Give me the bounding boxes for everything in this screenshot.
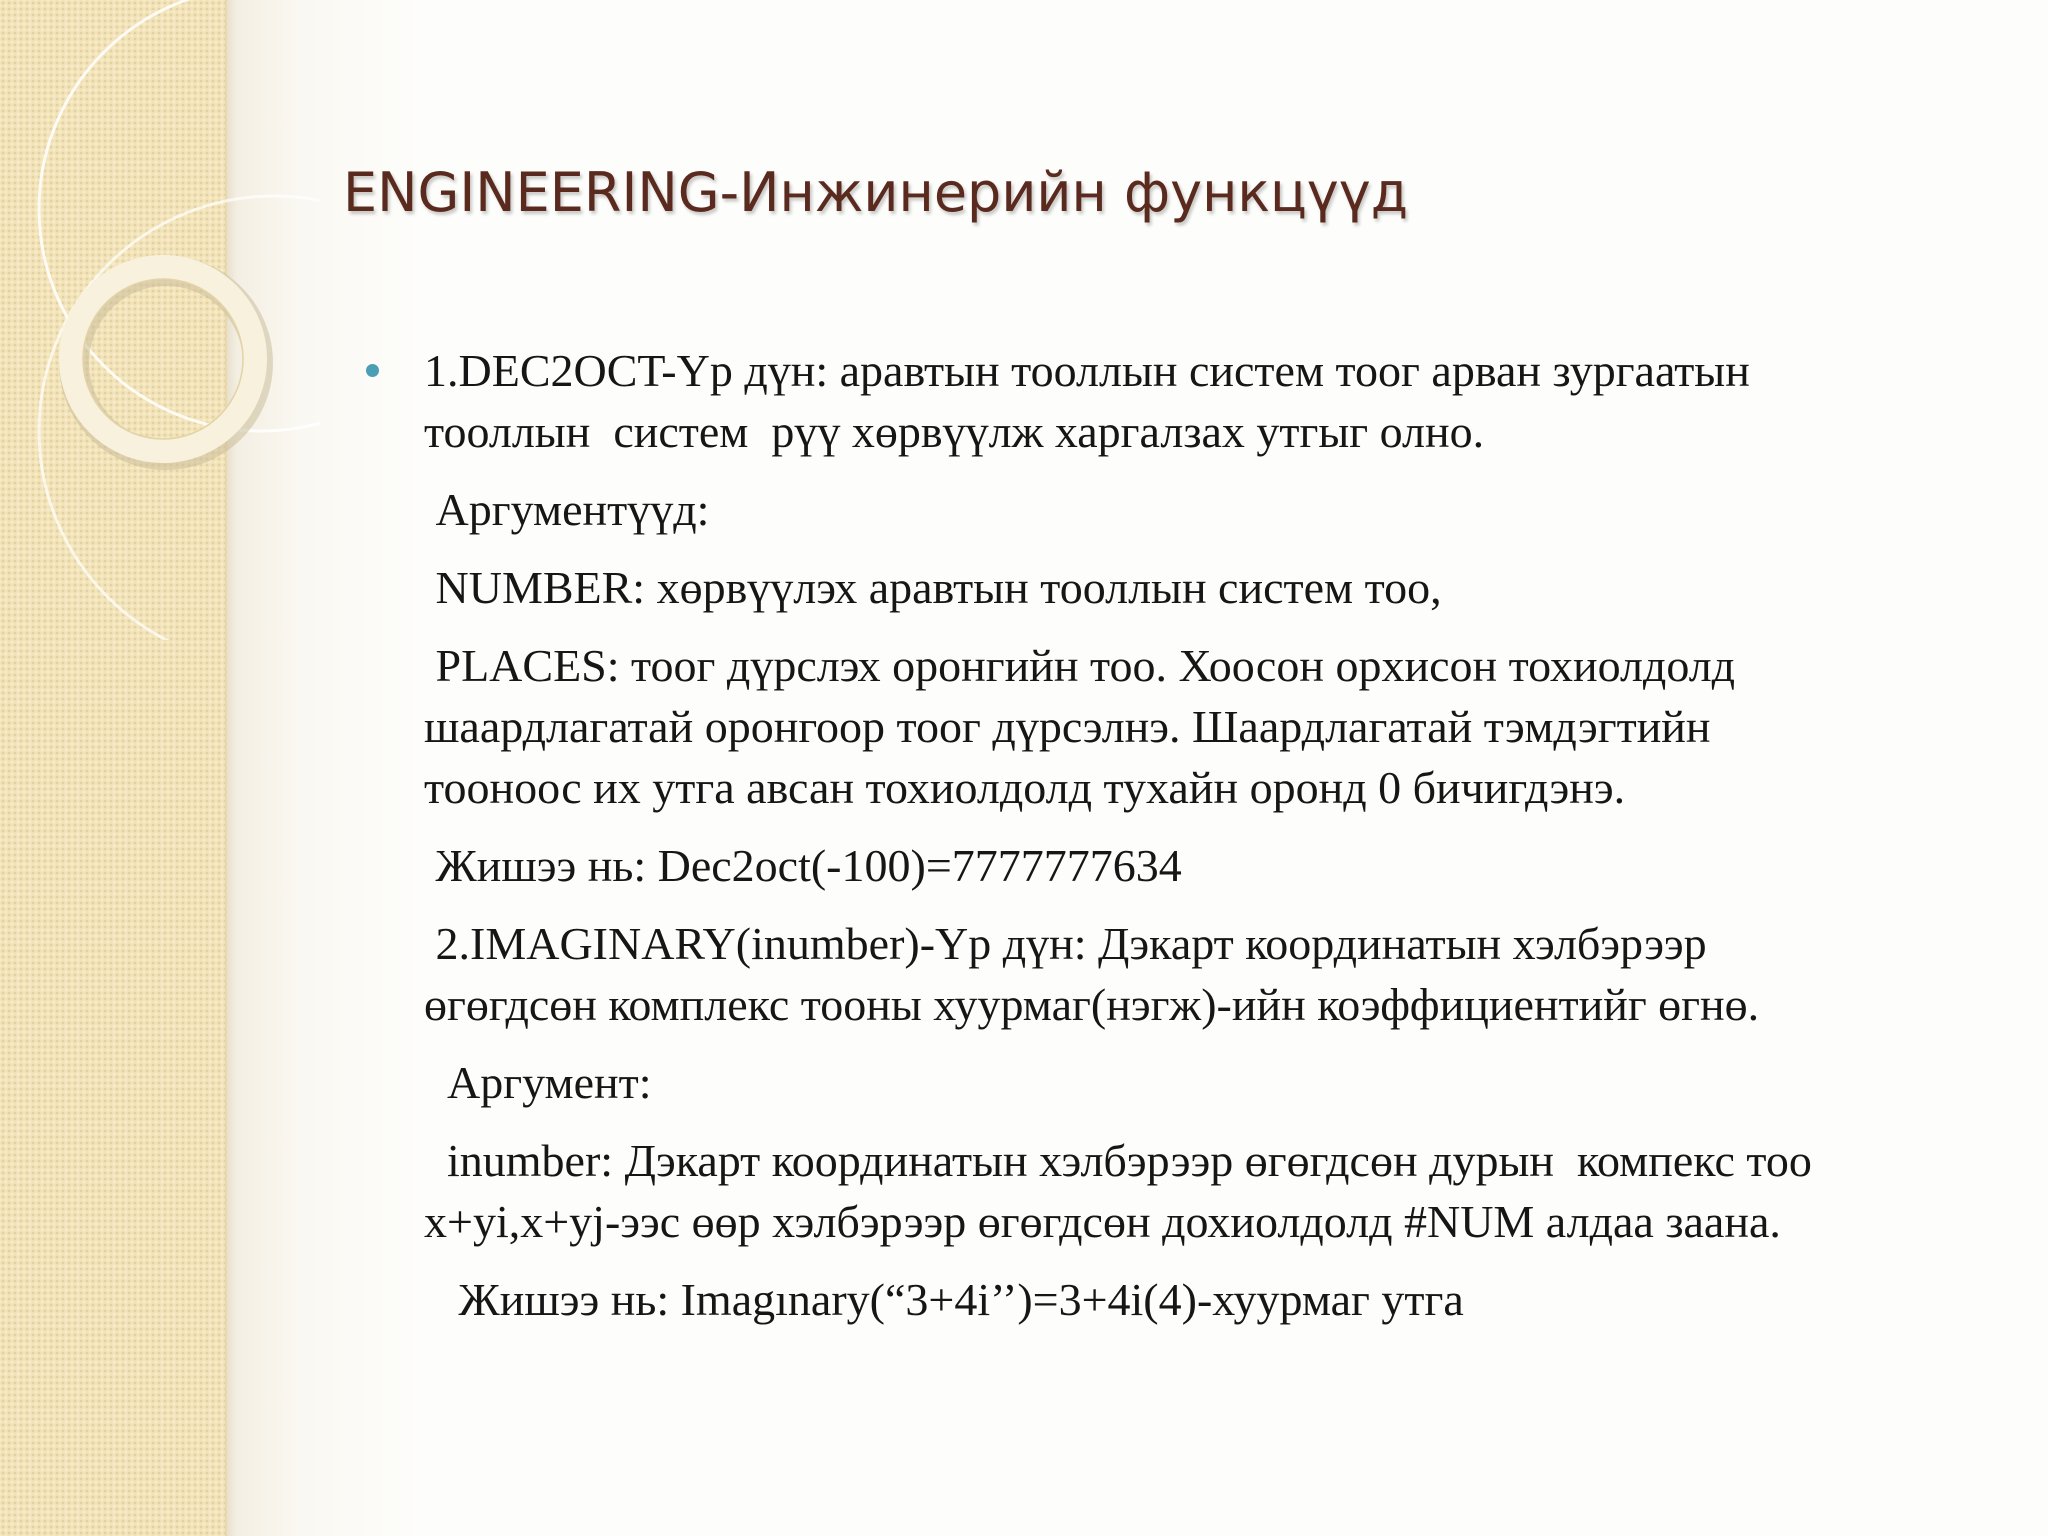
text-line: Аргумент: <box>424 1057 652 1108</box>
paragraph-dec2oct-description <box>424 340 2024 462</box>
decorative-circles <box>0 0 320 640</box>
text-line: Аргументүүд: <box>424 484 710 535</box>
page-title: ENGINEERING-Инжинерийн функцүүд <box>343 161 1409 224</box>
text-line: inumber: Дэкарт координатын хэлбэрээр өгөгдсөн дурын компекс тоо <box>424 1135 1812 1186</box>
paragraph-imaginary-example <box>424 1269 2024 1330</box>
text-line: 2.IMAGINARY(inumber)-Үр дүн: Дэкарт координатын хэлбэрээр <box>424 918 1707 969</box>
text-line: NUMBER: хөрвүүлэх аравтын тооллын систем тоо, <box>424 562 1442 613</box>
text-line: x+yi,x+yj-ээс өөр хэлбэрээр өгөгдсөн дохиолдолд #NUM алдаа заана. <box>424 1196 1781 1247</box>
text-line: PLACES: тоог дүрслэх оронгийн тоо. Хоосон орхисон тохиолдолд <box>424 640 1736 691</box>
text-line: 1.DEC2OCT-Үр дүн: аравтын тооллын систем тоог арван зургаатын <box>424 345 1750 396</box>
paragraph-inumber-argument <box>424 1130 2024 1252</box>
text-line: өгөгдсөн комплекс тооны хуурмаг(нэгж)-ийн коэффициентийг өгнө. <box>424 979 1760 1030</box>
paragraph-number-argument <box>424 557 2024 618</box>
text-line: тооноос их утга авсан тохиолдолд тухайн оронд 0 бичигдэнэ. <box>424 762 1626 813</box>
paragraph-imaginary-description <box>424 913 2024 1035</box>
paragraph-places-argument <box>424 635 2024 818</box>
text-line: шаардлагатай оронгоор тоог дүрсэлнэ. Шаардлагатай тэмдэгтийн <box>424 701 1711 752</box>
slide-body <box>424 340 2024 1347</box>
text-line: Жишээ нь: Dec2oct(-100)=7777777634 <box>424 840 1182 891</box>
text-line: Жишээ нь: Imagınary(“3+4i’’)=3+4i(4)-хуурмаг утга <box>424 1274 1464 1325</box>
text-line: тооллын систем рүү хөрвүүлж харгалзах утгыг олно. <box>424 406 1485 457</box>
bullet-icon <box>366 364 379 377</box>
paragraph-arguments-heading <box>424 479 2024 540</box>
paragraph-dec2oct-example <box>424 835 2024 896</box>
paragraph-argument-heading <box>424 1052 2024 1113</box>
